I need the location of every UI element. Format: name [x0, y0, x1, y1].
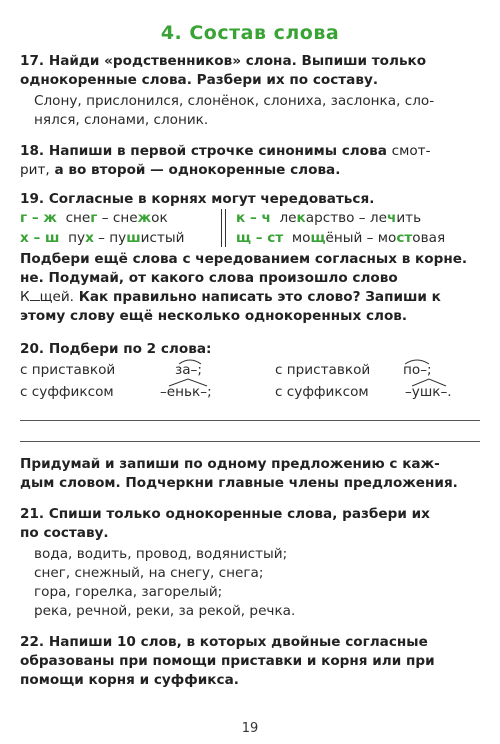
- ex17-instruction-1: 17. Найди «родственников» слона. Выпиши только: [20, 53, 427, 69]
- word-part: сне: [112, 210, 138, 226]
- alternation-letters: щ – ст: [236, 230, 284, 246]
- ex21-instruction-2: по составу.: [20, 525, 109, 541]
- ex21-words-4: река, речной, реки, за рекой, речка.: [34, 603, 296, 619]
- ex18-bold-1: 18. Напиши в первой строчке синонимы слова: [20, 143, 387, 159]
- blank-letter: [30, 290, 40, 301]
- alternating-consonant: ж: [137, 210, 152, 226]
- word-part: мо: [377, 230, 397, 246]
- word-part: пу: [68, 230, 86, 246]
- ex21-words-3: гора, горелка, загорелый;: [34, 584, 223, 600]
- ex19-text-3: [20, 289, 441, 305]
- ex20-item-4-part: –ушк–.: [405, 384, 452, 400]
- dash: –: [93, 230, 110, 246]
- ex21-words-1: вода, водить, провод, водянистый;: [34, 546, 288, 562]
- root-arc-mark: [404, 357, 430, 365]
- ex20-item-2-label: с суффиксом: [20, 384, 114, 400]
- invent-task-2: дым словом. Подчеркни главные члены предложения.: [20, 475, 458, 491]
- ex20-heading: 20. Подбери по 2 слова:: [20, 341, 212, 357]
- word-part: истый: [140, 230, 185, 246]
- word-part: ле: [279, 210, 297, 226]
- section-title: 4. Состав слова: [160, 22, 340, 44]
- blank-word-start: К: [20, 289, 30, 305]
- ex21-instruction-1: 21. Спиши только однокоренные слова, разбери их: [20, 506, 430, 522]
- ex20-item-3-part: по–;: [403, 362, 432, 378]
- dash: –: [97, 210, 113, 226]
- alternation-pair-4: [236, 230, 445, 246]
- alternating-consonant: ст: [396, 230, 413, 246]
- ex18-word-1: смот-: [391, 143, 431, 159]
- ex22-line-3: помощи корня и суффикса.: [20, 672, 239, 688]
- ex19-heading: 19. Согласные в корнях могут чередоваться.: [20, 191, 375, 207]
- divider-bar: [225, 209, 226, 247]
- alternating-consonant: к: [296, 210, 306, 226]
- alternating-consonant: ч: [386, 210, 397, 226]
- word-part: ёный: [325, 230, 363, 246]
- page-number: 19: [241, 721, 259, 736]
- alternation-letters: г – ж: [20, 210, 57, 226]
- word-part: ить: [396, 210, 422, 226]
- ex19-text-1: Подбери ещё слова с чередованием согласных в корне.: [20, 251, 468, 267]
- ex20-item-1-part: за–;: [175, 362, 202, 378]
- alternation-letters: х – ш: [20, 230, 60, 246]
- ex19-text-3-rest: Как правильно написать это слово? Запиши к: [78, 289, 441, 305]
- ex20-item-3-label: с приставкой: [275, 362, 371, 378]
- ex20-item-2-part: –еньк–;: [160, 384, 212, 400]
- ex18-line-1: [20, 143, 430, 159]
- answer-line-2: [20, 441, 480, 442]
- ex17-words-1: Слону, прислонился, слонёнок, слониха, заслонка, сло-: [34, 93, 435, 109]
- ex19-text-4: этому слову ещё несколько однокоренных слов.: [20, 308, 408, 324]
- word-part: мо: [291, 230, 311, 246]
- alternating-consonant: х: [85, 230, 94, 246]
- dash: –: [354, 210, 370, 226]
- ex17-instruction-2: однокоренные слова. Разбери их по составу.: [20, 72, 378, 88]
- ex18-word-2: рит,: [20, 162, 50, 178]
- alternating-consonant: щ: [310, 230, 326, 246]
- ex22-line-2: образованы при помощи приставки и корня или при: [20, 653, 435, 669]
- alternation-pair-2: [20, 230, 184, 246]
- suffix-caret-mark: [168, 378, 208, 387]
- divider-bar: [221, 209, 222, 247]
- suffix-caret-mark: [411, 378, 447, 387]
- alternation-pair-1: [20, 210, 168, 226]
- word-part: ле: [369, 210, 387, 226]
- word-part: овая: [412, 230, 446, 246]
- ex17-words-2: нялся, слонами, слоник.: [34, 112, 209, 128]
- dash: –: [362, 230, 378, 246]
- blank-word-end: щей.: [39, 289, 74, 305]
- alternating-consonant: ш: [126, 230, 141, 246]
- alternation-letters: к – ч: [236, 210, 271, 226]
- word-part: ок: [151, 210, 168, 226]
- ex18-line-2: [20, 162, 340, 178]
- ex19-text-2: не. Подумай, от какого слова произошло слово: [20, 270, 398, 286]
- ex21-words-2: снег, снежный, на снегу, снега;: [34, 565, 264, 581]
- root-arc-mark: [178, 357, 202, 365]
- alternating-consonant: г: [90, 210, 98, 226]
- ex20-item-1-label: с приставкой: [20, 362, 116, 378]
- word-part: пу: [109, 230, 127, 246]
- ex18-bold-2: а во второй — однокоренные слова.: [54, 162, 341, 178]
- word-part: арство: [305, 210, 355, 226]
- word-part: сне: [65, 210, 91, 226]
- answer-line-1: [20, 420, 480, 421]
- alternation-pair-3: [236, 210, 421, 226]
- ex20-item-4-label: с суффиксом: [275, 384, 369, 400]
- invent-task-1: Придумай и запиши по одному предложению с каж-: [20, 456, 440, 472]
- ex22-line-1: 22. Напиши 10 слов, в которых двойные согласные: [20, 634, 428, 650]
